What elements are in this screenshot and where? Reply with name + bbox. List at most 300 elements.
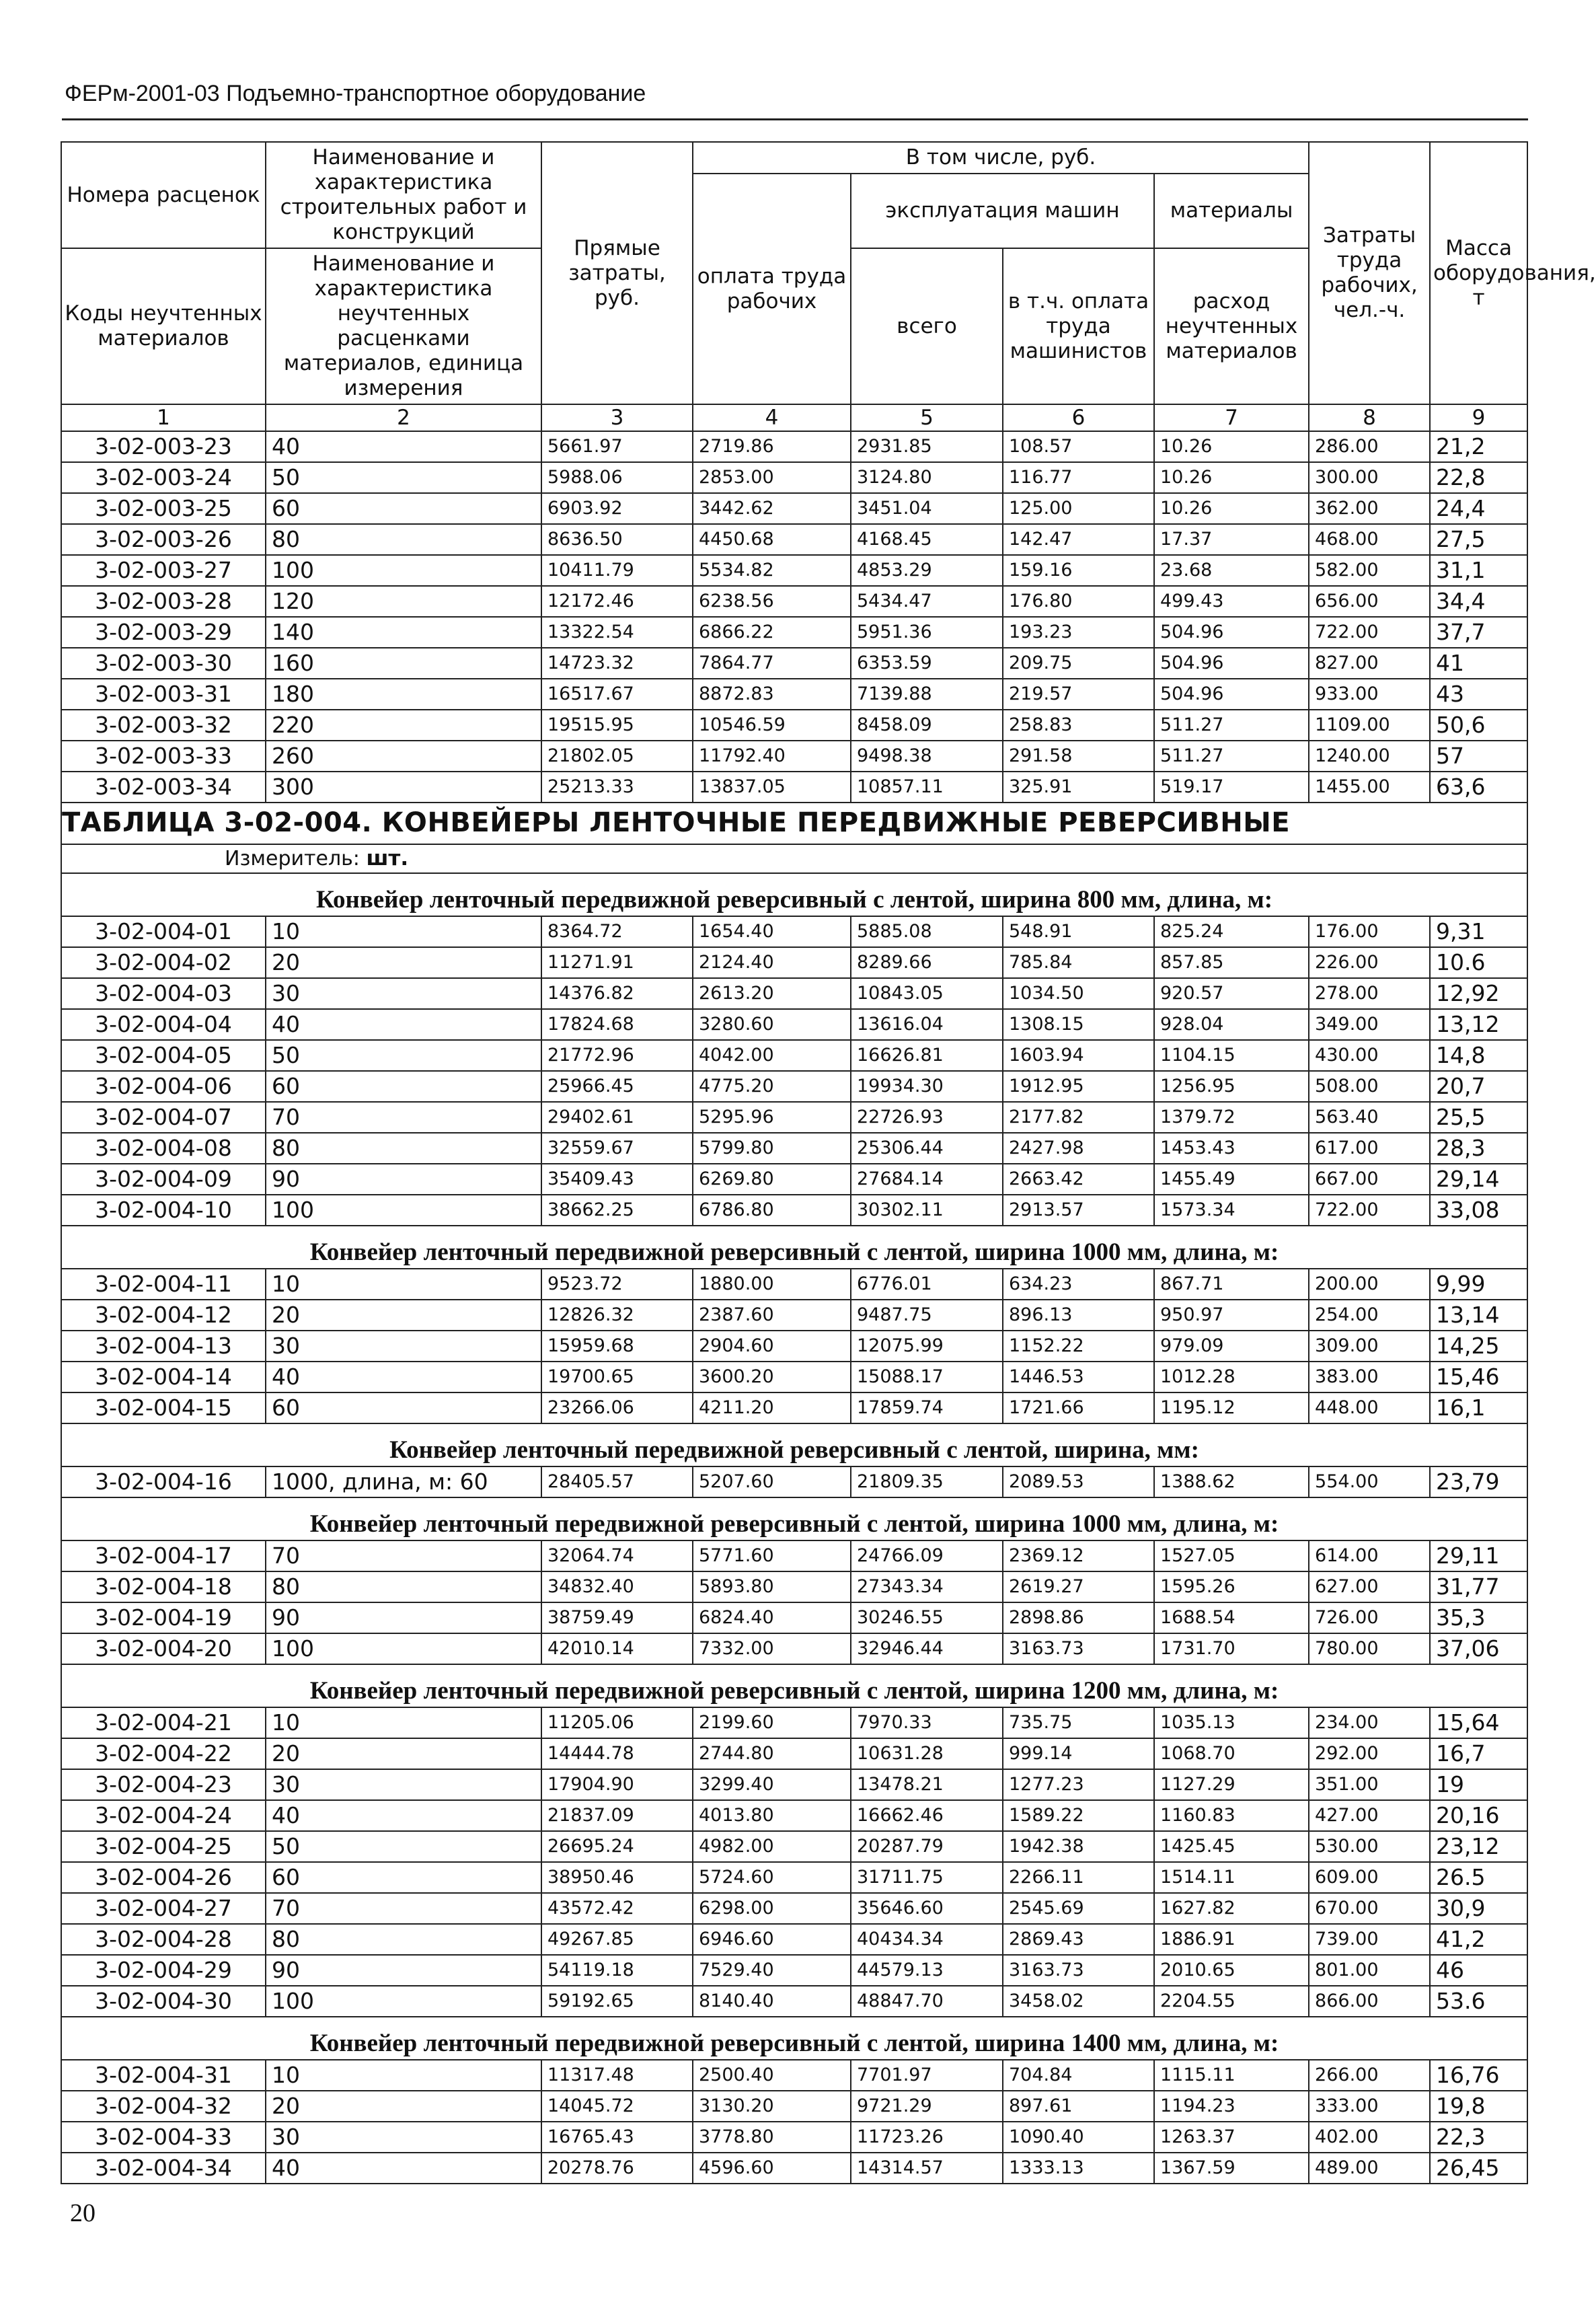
table-cell: 209.75 bbox=[1003, 648, 1154, 679]
table-cell: 16,76 bbox=[1430, 2060, 1527, 2091]
table-cell: 896.13 bbox=[1003, 1300, 1154, 1331]
table-cell: 26.5 bbox=[1430, 1862, 1527, 1893]
table-cell: 26695.24 bbox=[541, 1831, 693, 1862]
table-cell: 4596.60 bbox=[693, 2153, 851, 2184]
table-cell: 3-02-003-30 bbox=[61, 648, 266, 679]
table-cell: 1333.13 bbox=[1003, 2153, 1154, 2184]
table-cell: 4211.20 bbox=[693, 1392, 851, 1423]
table-cell: 10843.05 bbox=[851, 978, 1003, 1009]
table-cell: 31711.75 bbox=[851, 1862, 1003, 1893]
table-cell: 1880.00 bbox=[693, 1269, 851, 1300]
table-cell: 3-02-003-24 bbox=[61, 462, 266, 493]
header-machines-total: всего bbox=[851, 248, 1003, 404]
table-cell: 100 bbox=[266, 1195, 541, 1226]
table-cell: 35409.43 bbox=[541, 1164, 693, 1195]
table-cell: 3-02-003-23 bbox=[61, 431, 266, 462]
header-materials: материалы bbox=[1154, 174, 1309, 248]
table-cell: 2427.98 bbox=[1003, 1133, 1154, 1164]
table-cell: 1194.23 bbox=[1154, 2091, 1309, 2122]
table-cell: 726.00 bbox=[1309, 1602, 1430, 1633]
table-cell: 4168.45 bbox=[851, 524, 1003, 555]
table-cell: 3458.02 bbox=[1003, 1986, 1154, 2017]
table-row bbox=[61, 1986, 1527, 2017]
table-row bbox=[61, 648, 1527, 679]
table-cell: 29,14 bbox=[1430, 1164, 1527, 1195]
table-cell: 15,64 bbox=[1430, 1707, 1527, 1738]
table-cell: 10.26 bbox=[1154, 493, 1309, 524]
table-cell: 59192.65 bbox=[541, 1986, 693, 2017]
table-cell: 14723.32 bbox=[541, 648, 693, 679]
table-cell: 8458.09 bbox=[851, 710, 1003, 741]
table-cell: 26,45 bbox=[1430, 2153, 1527, 2184]
header-codes-top: Номера расценок bbox=[61, 142, 266, 248]
table-cell: 530.00 bbox=[1309, 1831, 1430, 1862]
table-cell: 11723.26 bbox=[851, 2122, 1003, 2153]
table-cell: 2369.12 bbox=[1003, 1540, 1154, 1571]
table-cell: 3-02-003-28 bbox=[61, 586, 266, 617]
table-cell: 159.16 bbox=[1003, 555, 1154, 586]
table-cell: 511.27 bbox=[1154, 741, 1309, 772]
table-cell: 1160.83 bbox=[1154, 1800, 1309, 1831]
table-cell: 4042.00 bbox=[693, 1040, 851, 1071]
table-cell: 9721.29 bbox=[851, 2091, 1003, 2122]
table-cell: 2663.42 bbox=[1003, 1164, 1154, 1195]
table-row bbox=[61, 679, 1527, 710]
table-cell: 504.96 bbox=[1154, 648, 1309, 679]
header-name-top: Наименование и характеристика строительных работ и конструкций bbox=[266, 142, 541, 248]
table-cell: 3-02-004-11 bbox=[61, 1269, 266, 1300]
column-number: 9 bbox=[1430, 404, 1527, 431]
header-machines: эксплуатация машин bbox=[851, 174, 1154, 248]
table-row bbox=[61, 1102, 1527, 1133]
table-cell: 38662.25 bbox=[541, 1195, 693, 1226]
table-cell: 950.97 bbox=[1154, 1300, 1309, 1331]
table-cell: 2177.82 bbox=[1003, 1102, 1154, 1133]
table-cell: 1731.70 bbox=[1154, 1633, 1309, 1664]
header-name-bottom: Наименование и характеристика неучтенных расценками материалов, единица измерения bbox=[266, 248, 541, 404]
table-cell: 614.00 bbox=[1309, 1540, 1430, 1571]
table-cell: 10 bbox=[266, 1269, 541, 1300]
table-cell: 100 bbox=[266, 1986, 541, 2017]
table-row bbox=[61, 1540, 1527, 1571]
table-cell: 176.80 bbox=[1003, 586, 1154, 617]
table-cell: 8364.72 bbox=[541, 916, 693, 947]
table-cell: 40 bbox=[266, 2153, 541, 2184]
table-cell: 10857.11 bbox=[851, 772, 1003, 803]
table-cell: 11205.06 bbox=[541, 1707, 693, 1738]
table-cell: 1627.82 bbox=[1154, 1893, 1309, 1924]
table-cell: 6866.22 bbox=[693, 617, 851, 648]
table-cell: 100 bbox=[266, 1633, 541, 1664]
table-cell: 21809.35 bbox=[851, 1466, 1003, 1497]
table-cell: 10 bbox=[266, 916, 541, 947]
table-row bbox=[61, 1362, 1527, 1392]
table-cell: 3-02-004-21 bbox=[61, 1707, 266, 1738]
table-row bbox=[61, 1571, 1527, 1602]
table-cell: 286.00 bbox=[1309, 431, 1430, 462]
table-cell: 8636.50 bbox=[541, 524, 693, 555]
table-cell: 41 bbox=[1430, 648, 1527, 679]
table-cell: 634.23 bbox=[1003, 1269, 1154, 1300]
table-cell: 627.00 bbox=[1309, 1571, 1430, 1602]
table-cell: 27,5 bbox=[1430, 524, 1527, 555]
header-codes-bottom: Коды неучтенных материалов bbox=[61, 248, 266, 404]
table-cell: 3-02-004-34 bbox=[61, 2153, 266, 2184]
table-cell: 1109.00 bbox=[1309, 710, 1430, 741]
table-cell: 362.00 bbox=[1309, 493, 1430, 524]
table-row bbox=[61, 1602, 1527, 1633]
table-cell: 2199.60 bbox=[693, 1707, 851, 1738]
table-cell: 40 bbox=[266, 1362, 541, 1392]
table-cell: 2898.86 bbox=[1003, 1602, 1154, 1633]
table-cell: 226.00 bbox=[1309, 947, 1430, 978]
table-cell: 30246.55 bbox=[851, 1602, 1003, 1633]
table-cell: 16626.81 bbox=[851, 1040, 1003, 1071]
table-row bbox=[61, 1633, 1527, 1664]
table-cell: 554.00 bbox=[1309, 1466, 1430, 1497]
table-cell: 333.00 bbox=[1309, 2091, 1430, 2122]
table-cell: 325.91 bbox=[1003, 772, 1154, 803]
table-cell: 17824.68 bbox=[541, 1009, 693, 1040]
table-cell: 16765.43 bbox=[541, 2122, 693, 2153]
table-cell: 10 bbox=[266, 2060, 541, 2091]
table-cell: 20,7 bbox=[1430, 1071, 1527, 1102]
table-cell: 3-02-003-34 bbox=[61, 772, 266, 803]
table-cell: 1035.13 bbox=[1154, 1707, 1309, 1738]
table-cell: 140 bbox=[266, 617, 541, 648]
table-cell: 5951.36 bbox=[851, 617, 1003, 648]
table-row bbox=[61, 741, 1527, 772]
table-cell: 20 bbox=[266, 947, 541, 978]
table-cell: 1308.15 bbox=[1003, 1009, 1154, 1040]
table-cell: 2204.55 bbox=[1154, 1986, 1309, 2017]
table-cell: 468.00 bbox=[1309, 524, 1430, 555]
table-cell: 142.47 bbox=[1003, 524, 1154, 555]
table-cell: 3-02-004-03 bbox=[61, 978, 266, 1009]
table-cell: 1379.72 bbox=[1154, 1102, 1309, 1133]
table-cell: 23.68 bbox=[1154, 555, 1309, 586]
table-cell: 617.00 bbox=[1309, 1133, 1430, 1164]
column-numbers-row bbox=[61, 404, 1527, 431]
table-cell: 20 bbox=[266, 2091, 541, 2122]
table-cell: 13322.54 bbox=[541, 617, 693, 648]
table-cell: 50 bbox=[266, 1040, 541, 1071]
table-cell: 5799.80 bbox=[693, 1133, 851, 1164]
table-cell: 6353.59 bbox=[851, 648, 1003, 679]
table-cell: 3-02-004-30 bbox=[61, 1986, 266, 2017]
table-cell: 17904.90 bbox=[541, 1769, 693, 1800]
table-cell: 430.00 bbox=[1309, 1040, 1430, 1071]
table-cell: 3163.73 bbox=[1003, 1633, 1154, 1664]
table-cell: 1115.11 bbox=[1154, 2060, 1309, 2091]
table-cell: 5771.60 bbox=[693, 1540, 851, 1571]
table-cell: 21802.05 bbox=[541, 741, 693, 772]
table-cell: 1104.15 bbox=[1154, 1040, 1309, 1071]
table-cell: 6786.80 bbox=[693, 1195, 851, 1226]
table-cell: 32064.74 bbox=[541, 1540, 693, 1571]
table-cell: 1455.49 bbox=[1154, 1164, 1309, 1195]
table-cell: 28,3 bbox=[1430, 1133, 1527, 1164]
table-row bbox=[61, 772, 1527, 803]
table-row bbox=[61, 1800, 1527, 1831]
table-cell: 41,2 bbox=[1430, 1924, 1527, 1955]
table-cell: 34832.40 bbox=[541, 1571, 693, 1602]
table-cell: 1012.28 bbox=[1154, 1362, 1309, 1392]
table-cell: 933.00 bbox=[1309, 679, 1430, 710]
table-cell: 563.40 bbox=[1309, 1102, 1430, 1133]
table-cell: 6269.80 bbox=[693, 1164, 851, 1195]
table-cell: 3-02-004-26 bbox=[61, 1862, 266, 1893]
table-cell: 511.27 bbox=[1154, 710, 1309, 741]
table-cell: 504.96 bbox=[1154, 679, 1309, 710]
table-cell: 50 bbox=[266, 462, 541, 493]
table-row bbox=[61, 1331, 1527, 1362]
table-cell: 3-02-004-02 bbox=[61, 947, 266, 978]
table-cell: 90 bbox=[266, 1602, 541, 1633]
table-cell: 15959.68 bbox=[541, 1331, 693, 1362]
table-cell: 3-02-004-32 bbox=[61, 2091, 266, 2122]
table-row bbox=[61, 1071, 1527, 1102]
table-cell: 37,06 bbox=[1430, 1633, 1527, 1664]
section-heading-row bbox=[61, 2017, 1527, 2060]
table-cell: 19,8 bbox=[1430, 2091, 1527, 2122]
table-cell: 23,79 bbox=[1430, 1466, 1527, 1497]
table-cell: 739.00 bbox=[1309, 1924, 1430, 1955]
table-cell: 30 bbox=[266, 978, 541, 1009]
table-cell: 6776.01 bbox=[851, 1269, 1003, 1300]
table-cell: 16,1 bbox=[1430, 1392, 1527, 1423]
table-cell: 10 bbox=[266, 1707, 541, 1738]
rates-table bbox=[61, 141, 1596, 2184]
table-cell: 27684.14 bbox=[851, 1164, 1003, 1195]
table-row bbox=[61, 1831, 1527, 1862]
table-cell: 108.57 bbox=[1003, 431, 1154, 462]
table-cell: 266.00 bbox=[1309, 2060, 1430, 2091]
table-cell: 3130.20 bbox=[693, 2091, 851, 2122]
table-cell: 866.00 bbox=[1309, 1986, 1430, 2017]
table-cell: 3-02-004-13 bbox=[61, 1331, 266, 1362]
table-cell: 14,25 bbox=[1430, 1331, 1527, 1362]
table-cell: 30 bbox=[266, 1769, 541, 1800]
table-cell: 2619.27 bbox=[1003, 1571, 1154, 1602]
table-cell: 4982.00 bbox=[693, 1831, 851, 1862]
table-cell: 1514.11 bbox=[1154, 1862, 1309, 1893]
table-cell: 1256.95 bbox=[1154, 1071, 1309, 1102]
table-cell: 50,6 bbox=[1430, 710, 1527, 741]
table-cell: 1886.91 bbox=[1154, 1924, 1309, 1955]
table-cell: 32946.44 bbox=[851, 1633, 1003, 1664]
table-cell: 1277.23 bbox=[1003, 1769, 1154, 1800]
table-row bbox=[61, 1893, 1527, 1924]
table-cell: 2613.20 bbox=[693, 978, 851, 1009]
table-cell: 23,12 bbox=[1430, 1831, 1527, 1862]
table-cell: 5661.97 bbox=[541, 431, 693, 462]
table-cell: 12,92 bbox=[1430, 978, 1527, 1009]
table-cell: 3-02-004-01 bbox=[61, 916, 266, 947]
table-cell: 40434.34 bbox=[851, 1924, 1003, 1955]
table-row bbox=[61, 1040, 1527, 1071]
table-cell: 63,6 bbox=[1430, 772, 1527, 803]
table-cell: 14045.72 bbox=[541, 2091, 693, 2122]
table-cell: 785.84 bbox=[1003, 947, 1154, 978]
column-number: 2 bbox=[266, 404, 541, 431]
table-cell: 100 bbox=[266, 555, 541, 586]
table-cell: 548.91 bbox=[1003, 916, 1154, 947]
table-cell: 19515.95 bbox=[541, 710, 693, 741]
table-row bbox=[61, 1269, 1527, 1300]
table-cell: 30 bbox=[266, 1331, 541, 1362]
table-row bbox=[61, 947, 1527, 978]
table-cell: 3-02-004-18 bbox=[61, 1571, 266, 1602]
table-cell: 383.00 bbox=[1309, 1362, 1430, 1392]
table-cell: 801.00 bbox=[1309, 1955, 1430, 1986]
table-cell: 13,12 bbox=[1430, 1009, 1527, 1040]
table-cell: 670.00 bbox=[1309, 1893, 1430, 1924]
table-cell: 53.6 bbox=[1430, 1986, 1527, 2017]
header-wages: оплата труда рабочих bbox=[693, 174, 851, 404]
section-heading: Конвейер ленточный передвижной реверсивный с лентой, ширина 1400 мм, длина, м: bbox=[61, 2017, 1527, 2060]
table-cell: 7701.97 bbox=[851, 2060, 1003, 2091]
table-cell: 21837.09 bbox=[541, 1800, 693, 1831]
table-row bbox=[61, 1164, 1527, 1195]
table-cell: 667.00 bbox=[1309, 1164, 1430, 1195]
table-cell: 25213.33 bbox=[541, 772, 693, 803]
section-heading: Конвейер ленточный передвижной реверсивный с лентой, ширина 1000 мм, длина, м: bbox=[61, 1497, 1527, 1540]
table-cell: 3-02-004-29 bbox=[61, 1955, 266, 1986]
table-cell: 258.83 bbox=[1003, 710, 1154, 741]
table-cell: 17.37 bbox=[1154, 524, 1309, 555]
table-cell: 2266.11 bbox=[1003, 1862, 1154, 1893]
table-cell: 200.00 bbox=[1309, 1269, 1430, 1300]
table-cell: 5724.60 bbox=[693, 1862, 851, 1893]
table-cell: 3600.20 bbox=[693, 1362, 851, 1392]
table-cell: 80 bbox=[266, 1571, 541, 1602]
table-cell: 3-02-003-26 bbox=[61, 524, 266, 555]
table-cell: 9498.38 bbox=[851, 741, 1003, 772]
table-cell: 54119.18 bbox=[541, 1955, 693, 1986]
table-cell: 3-02-004-12 bbox=[61, 1300, 266, 1331]
table-cell: 3-02-003-32 bbox=[61, 710, 266, 741]
table-cell: 3-02-004-08 bbox=[61, 1133, 266, 1164]
table-cell: 14314.57 bbox=[851, 2153, 1003, 2184]
section-heading: Конвейер ленточный передвижной реверсивный с лентой, ширина 1000 мм, длина, м: bbox=[61, 1226, 1527, 1269]
table-cell: 70 bbox=[266, 1893, 541, 1924]
table-cell: 180 bbox=[266, 679, 541, 710]
table-cell: 1152.22 bbox=[1003, 1331, 1154, 1362]
table-cell: 16517.67 bbox=[541, 679, 693, 710]
table-cell: 13837.05 bbox=[693, 772, 851, 803]
table-cell: 15,46 bbox=[1430, 1362, 1527, 1392]
table-cell: 57 bbox=[1430, 741, 1527, 772]
table-cell: 2089.53 bbox=[1003, 1466, 1154, 1497]
table-cell: 16662.46 bbox=[851, 1800, 1003, 1831]
table-title: ТАБЛИЦА 3-02-004. КОНВЕЙЕРЫ ЛЕНТОЧНЫЕ ПЕРЕДВИЖНЫЕ РЕВЕРСИВНЫЕ bbox=[62, 807, 1291, 838]
table-row bbox=[61, 2091, 1527, 2122]
table-cell: 3280.60 bbox=[693, 1009, 851, 1040]
table-cell: 780.00 bbox=[1309, 1633, 1430, 1664]
table-cell: 1068.70 bbox=[1154, 1738, 1309, 1769]
table-cell: 90 bbox=[266, 1955, 541, 1986]
table-cell: 6298.00 bbox=[693, 1893, 851, 1924]
table-cell: 920.57 bbox=[1154, 978, 1309, 1009]
table-cell: 1573.34 bbox=[1154, 1195, 1309, 1226]
table-cell: 11317.48 bbox=[541, 2060, 693, 2091]
table-cell: 16,7 bbox=[1430, 1738, 1527, 1769]
table-row bbox=[61, 462, 1527, 493]
table-cell: 1912.95 bbox=[1003, 1071, 1154, 1102]
table-row bbox=[61, 2122, 1527, 2153]
table-cell: 30 bbox=[266, 2122, 541, 2153]
table-cell: 1127.29 bbox=[1154, 1769, 1309, 1800]
header-labor: Затраты труда рабочих, чел.-ч. bbox=[1309, 142, 1430, 404]
table-cell: 5885.08 bbox=[851, 916, 1003, 947]
table-cell: 60 bbox=[266, 1862, 541, 1893]
table-cell: 32559.67 bbox=[541, 1133, 693, 1164]
table-row bbox=[61, 1195, 1527, 1226]
table-cell: 11792.40 bbox=[693, 741, 851, 772]
table-cell: 7970.33 bbox=[851, 1707, 1003, 1738]
table-cell: 5534.82 bbox=[693, 555, 851, 586]
table-cell: 19700.65 bbox=[541, 1362, 693, 1392]
table-cell: 12172.46 bbox=[541, 586, 693, 617]
table-cell: 14444.78 bbox=[541, 1738, 693, 1769]
table-cell: 219.57 bbox=[1003, 679, 1154, 710]
table-cell: 656.00 bbox=[1309, 586, 1430, 617]
table-cell: 704.84 bbox=[1003, 2060, 1154, 2091]
table-cell: 7864.77 bbox=[693, 648, 851, 679]
table-cell: 1240.00 bbox=[1309, 741, 1430, 772]
table-cell: 7332.00 bbox=[693, 1633, 851, 1664]
table-cell: 3-02-004-31 bbox=[61, 2060, 266, 2091]
table-cell: 30,9 bbox=[1430, 1893, 1527, 1924]
table-cell: 300 bbox=[266, 772, 541, 803]
table-cell: 1388.62 bbox=[1154, 1466, 1309, 1497]
table-cell: 3442.62 bbox=[693, 493, 851, 524]
table-cell: 70 bbox=[266, 1540, 541, 1571]
table-cell: 489.00 bbox=[1309, 2153, 1430, 2184]
table-cell: 7529.40 bbox=[693, 1955, 851, 1986]
table-row bbox=[61, 710, 1527, 741]
table-row bbox=[61, 493, 1527, 524]
table-cell: 42010.14 bbox=[541, 1633, 693, 1664]
table-cell: 3-02-004-28 bbox=[61, 1924, 266, 1955]
table-cell: 2744.80 bbox=[693, 1738, 851, 1769]
table-cell: 3299.40 bbox=[693, 1769, 851, 1800]
table-cell: 349.00 bbox=[1309, 1009, 1430, 1040]
table-row bbox=[61, 586, 1527, 617]
table-cell: 176.00 bbox=[1309, 916, 1430, 947]
unit-value: шт. bbox=[366, 846, 409, 870]
table-cell: 4013.80 bbox=[693, 1800, 851, 1831]
table-cell: 10546.59 bbox=[693, 710, 851, 741]
table-cell: 3124.80 bbox=[851, 462, 1003, 493]
table-cell: 1527.05 bbox=[1154, 1540, 1309, 1571]
table-cell: 1654.40 bbox=[693, 916, 851, 947]
table-cell: 3-02-004-09 bbox=[61, 1164, 266, 1195]
table-cell: 3-02-003-25 bbox=[61, 493, 266, 524]
table-cell: 21772.96 bbox=[541, 1040, 693, 1071]
table-cell: 40 bbox=[266, 1800, 541, 1831]
table-cell: 31,77 bbox=[1430, 1571, 1527, 1602]
table-cell: 12075.99 bbox=[851, 1331, 1003, 1362]
table-row bbox=[61, 431, 1527, 462]
table-cell: 193.23 bbox=[1003, 617, 1154, 648]
table-cell: 2387.60 bbox=[693, 1300, 851, 1331]
unit-label: Измеритель: bbox=[225, 847, 367, 870]
table-cell: 3-02-004-16 bbox=[61, 1466, 266, 1497]
table-cell: 14376.82 bbox=[541, 978, 693, 1009]
table-cell: 10.6 bbox=[1430, 947, 1527, 978]
